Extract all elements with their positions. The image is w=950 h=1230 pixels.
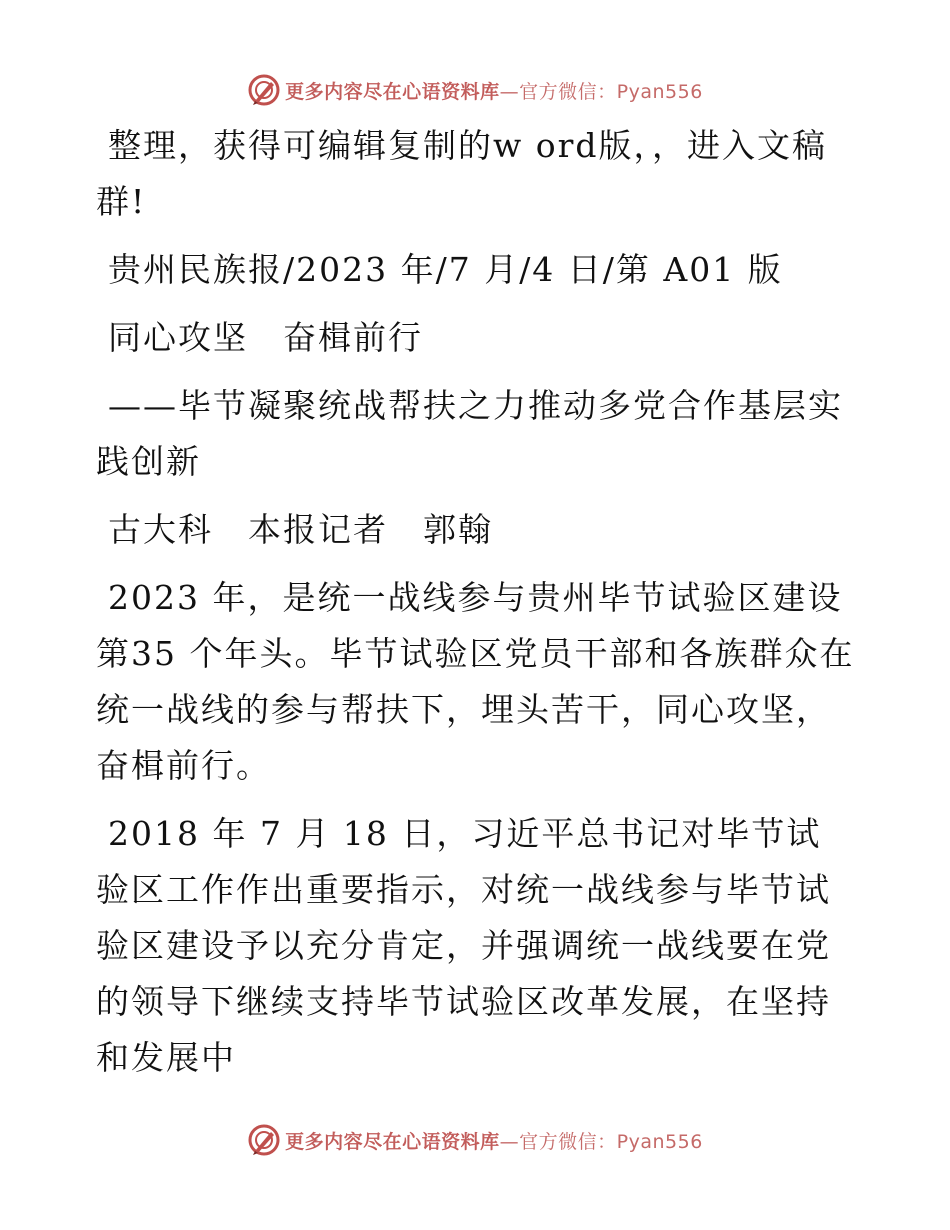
article-byline: 古大科 本报记者 郭翰 (108, 510, 493, 549)
watermark-wechat: 官方微信：Pyan556 (519, 1130, 703, 1153)
watermark-separator: — (499, 1130, 520, 1153)
header-watermark (0, 70, 950, 110)
intro-line: 整理，获得可编辑复制的w ord版，，进入文稿群! (96, 126, 828, 221)
article-title: 同心攻坚 奋楫前行 (108, 318, 423, 357)
footer-watermark (0, 1120, 950, 1160)
pen-logo-icon (247, 73, 281, 107)
watermark-wechat: 官方微信：Pyan556 (519, 80, 703, 103)
article-source: 贵州民族报/2023 年/7 月/4 日/第 A01 版 (108, 250, 783, 289)
watermark-text (285, 77, 703, 104)
watermark-separator: — (499, 80, 520, 103)
watermark-text (285, 1127, 703, 1154)
body-paragraph: 2018 年 7 月 18 日，习近平总书记对毕节试验区工作作出重要指示，对统一战线参与毕节试验区建设予以充分肯定，并强调统一战线要在党的领导下继续支持毕节试验区改革发展，在坚持和发展中 (96, 814, 831, 1077)
body-paragraph: 2023 年，是统一战线参与贵州毕节试验区建设第35 个年头。毕节试验区党员干部和各族群众在统一战线的参与帮扶下，埋头苦干，同心攻坚，奋楫前行。 (96, 578, 855, 785)
watermark-brand: 更多内容尽在心语资料库 (285, 80, 500, 103)
article-body (96, 118, 856, 1098)
article-subtitle: ——毕节凝聚统战帮扶之力推动多党合作基层实践创新 (96, 386, 843, 481)
watermark-brand: 更多内容尽在心语资料库 (285, 1130, 500, 1153)
pen-logo-icon (247, 1123, 281, 1157)
